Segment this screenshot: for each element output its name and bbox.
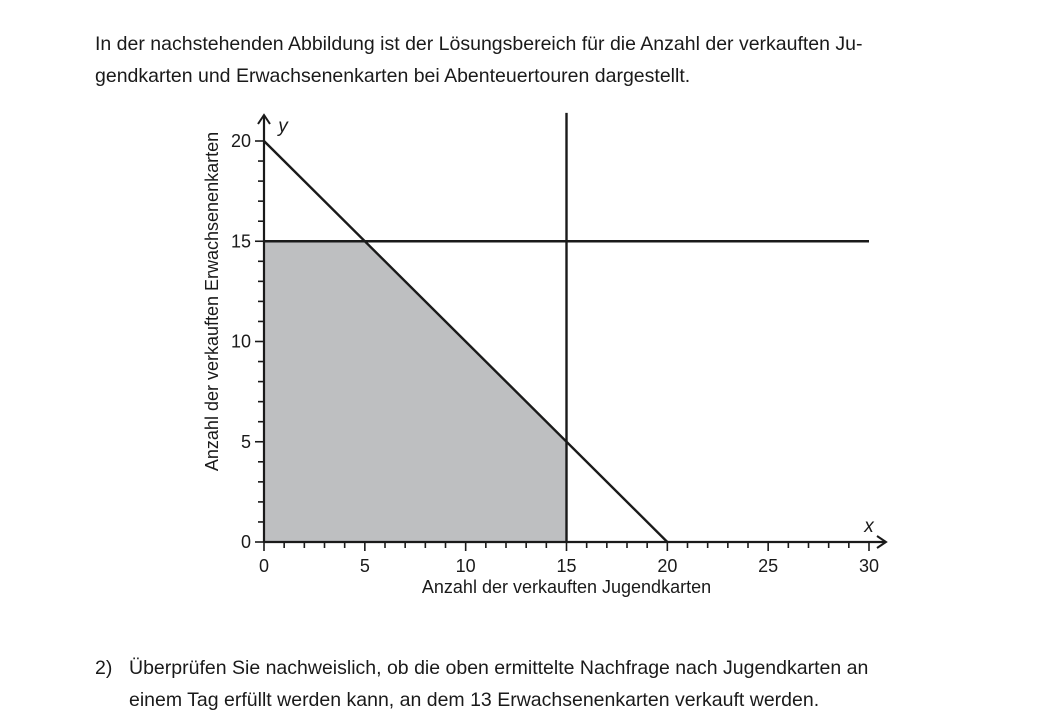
- x-tick-label: 5: [359, 556, 370, 576]
- intro-line-2: gendkarten und Erwachsenenkarten bei Abenteuertouren dargestellt.: [95, 65, 691, 87]
- x-tick-label: 30: [858, 556, 880, 576]
- task-line-1: Überprüfen Sie nachweislich, ob die oben ermittelte Nachfrage nach Jugendkarten an: [129, 657, 869, 679]
- y-tick-label: 15: [230, 231, 251, 252]
- x-tick-label: 10: [455, 556, 476, 576]
- y-tick-label: 5: [240, 431, 251, 452]
- x-tick-label: 25: [758, 556, 779, 576]
- y-axis-label: Anzahl der verkauften Erwachsenenkarten: [202, 131, 222, 472]
- y-tick-label: 20: [230, 131, 251, 151]
- y-axis-name: y: [278, 116, 288, 137]
- task-text: [129, 652, 868, 716]
- x-axis-label: Anzahl der verkauften Jugendkarten: [421, 577, 712, 597]
- task-line-2: einem Tag erfüllt werden kann, an dem 13 Erwachsenenkarten verkauft werden.: [129, 689, 820, 711]
- x-tick-label: 20: [657, 556, 678, 576]
- y-tick-label: 10: [230, 331, 251, 352]
- y-tick-label: 0: [240, 532, 251, 552]
- x-tick-label: 0: [258, 556, 270, 576]
- x-tick-label: 15: [556, 556, 577, 576]
- task-number: 2): [95, 657, 113, 679]
- intro-line-1: In der nachstehenden Abbildung ist der Lösungsbereich für die Anzahl der verkauften Ju-: [95, 33, 863, 55]
- x-axis-name: x: [864, 516, 874, 537]
- solution-region: [264, 241, 567, 542]
